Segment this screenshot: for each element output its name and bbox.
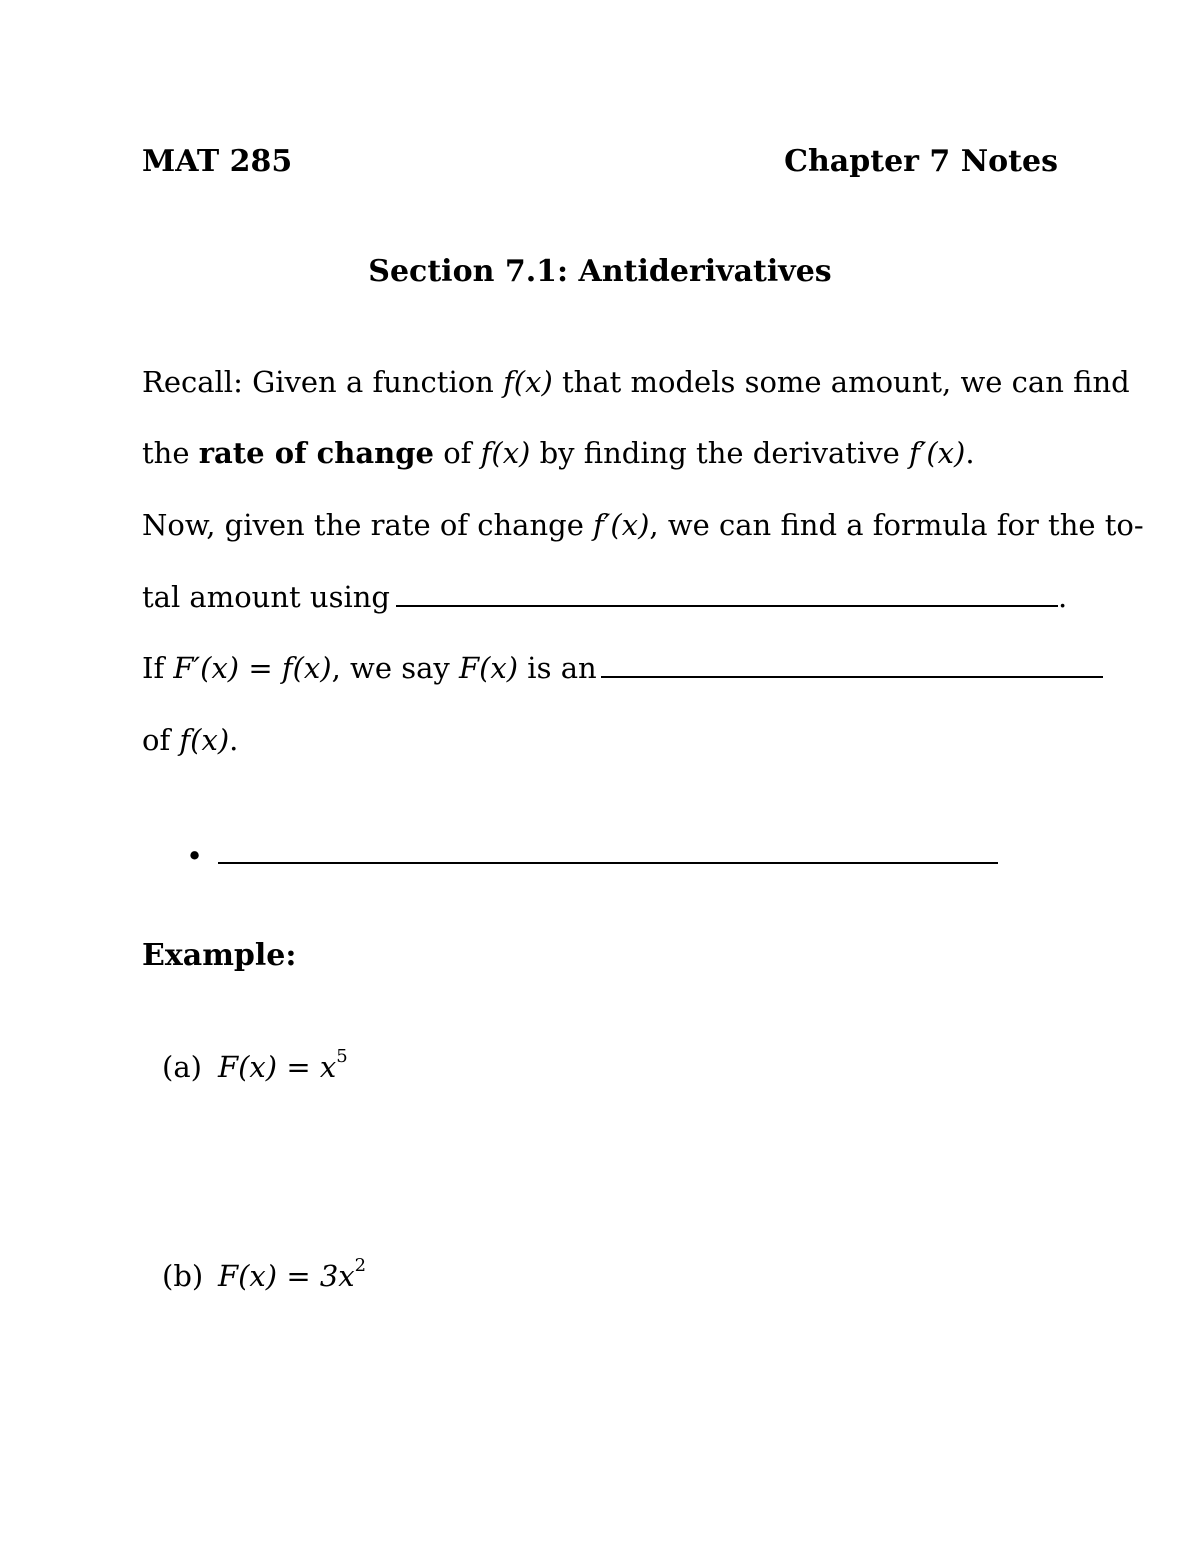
text-segment: . bbox=[229, 723, 239, 757]
math-equation: F′(x) = f(x) bbox=[173, 651, 332, 685]
text-segment: . bbox=[1058, 580, 1068, 614]
text-segment: by finding the derivative bbox=[530, 436, 910, 470]
example-exponent: 2 bbox=[354, 1255, 367, 1277]
rate-of-change-term: rate of change bbox=[198, 436, 434, 470]
fill-in-blank-antiderivative bbox=[601, 648, 1103, 678]
example-expression: F(x) = x bbox=[218, 1050, 337, 1084]
fill-in-blank-bullet bbox=[218, 836, 998, 864]
math-fx: f(x) bbox=[179, 723, 230, 757]
math-fprime: f′(x) bbox=[593, 508, 650, 542]
example-item-a bbox=[162, 1047, 348, 1087]
text-segment: . bbox=[965, 436, 975, 470]
text-segment: Recall: Given a function bbox=[142, 365, 504, 399]
example-heading: Example: bbox=[142, 938, 297, 973]
paragraph-line-5 bbox=[142, 648, 1103, 688]
text-segment: tal amount using bbox=[142, 580, 390, 614]
text-segment: is an bbox=[518, 651, 597, 685]
text-segment: If bbox=[142, 651, 174, 685]
math-fx: f(x) bbox=[480, 436, 531, 470]
text-segment: of bbox=[434, 436, 481, 470]
math-Fx: F(x) bbox=[458, 651, 519, 685]
example-expression: F(x) = 3x bbox=[218, 1259, 355, 1293]
paragraph-line-3 bbox=[142, 505, 1144, 545]
text-segment: that models some amount, we can find bbox=[552, 365, 1130, 399]
text-segment: , we say bbox=[331, 651, 459, 685]
bullet-icon: • bbox=[186, 839, 204, 873]
text-segment: the bbox=[142, 436, 199, 470]
paragraph-line-6 bbox=[142, 720, 238, 760]
fill-in-blank-using bbox=[396, 577, 1058, 607]
paragraph-line-4 bbox=[142, 577, 1067, 617]
text-segment: , we can find a formula for the to- bbox=[649, 508, 1144, 542]
math-fx: f(x) bbox=[503, 365, 553, 399]
chapter-title: Chapter 7 Notes bbox=[784, 144, 1058, 179]
paragraph-line-1 bbox=[142, 362, 1130, 402]
example-tag: (a) bbox=[162, 1050, 202, 1084]
course-title: MAT 285 bbox=[142, 144, 293, 179]
paragraph-line-2 bbox=[142, 433, 975, 473]
math-fprime: f′(x) bbox=[909, 436, 966, 470]
text-segment: of bbox=[142, 723, 180, 757]
section-title: Section 7.1: Antiderivatives bbox=[368, 254, 832, 289]
text-segment: Now, given the rate of change bbox=[142, 508, 594, 542]
example-exponent: 5 bbox=[336, 1046, 348, 1068]
example-item-b bbox=[162, 1256, 366, 1296]
example-tag: (b) bbox=[162, 1259, 204, 1293]
